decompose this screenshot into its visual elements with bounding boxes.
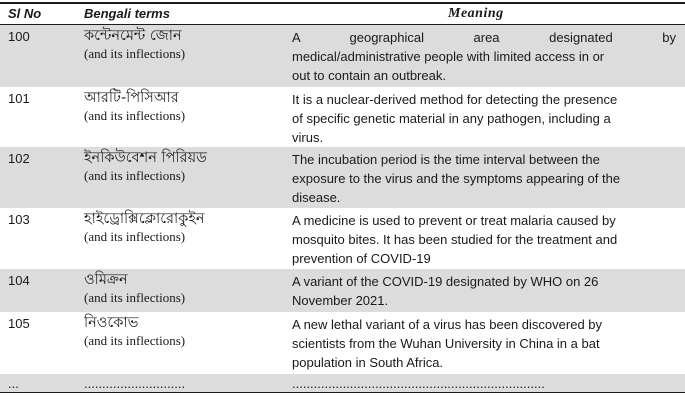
- meaning-line: exposure to the virus and the symptoms appearing of the: [292, 171, 621, 186]
- row-meaning: [292, 272, 676, 310]
- row-term: [84, 271, 284, 306]
- meaning-line: of specific genetic material in any pathogen, including a: [292, 111, 611, 126]
- table-row: [0, 87, 685, 147]
- meaning-line: The incubation period is the time interval between the: [292, 152, 600, 167]
- row-meaning: [292, 28, 676, 85]
- meaning-line: medical/administrative people with limited access in or: [292, 49, 605, 64]
- table-row: [0, 208, 685, 269]
- ellipsis-meaning: ......................................................................: [292, 376, 545, 391]
- row-meaning: [292, 150, 676, 207]
- term-inflection-note: (and its inflections): [84, 168, 186, 183]
- term-inflection-note: (and its inflections): [84, 290, 186, 305]
- term-inflection-note: (and its inflections): [84, 108, 186, 123]
- term-inflection-note: (and its inflections): [84, 46, 186, 61]
- row-term: [84, 314, 284, 349]
- bengali-term: কন্টেনমেন্ট জোন: [84, 28, 182, 44]
- header-bengali-terms: Bengali terms: [84, 6, 170, 21]
- bengali-term: আরটি-পিসিআর: [84, 90, 179, 106]
- meaning-line: A variant of the COVID-19 designated by WHO on 26: [292, 274, 599, 289]
- meaning-line: disease.: [292, 190, 341, 205]
- bengali-term: ইনকিউবেশন পিরিয়ড: [84, 150, 207, 166]
- ellipsis-sl: ...: [8, 376, 19, 391]
- row-meaning: [292, 90, 676, 147]
- meaning-line: It is a nuclear-derived method for detecting the presence: [292, 92, 618, 107]
- header-meaning: Meaning: [448, 6, 504, 21]
- row-term: [84, 89, 284, 124]
- table-top-rule: [0, 2, 685, 4]
- term-inflection-note: (and its inflections): [84, 229, 186, 244]
- table-row-ellipsis: [0, 374, 685, 392]
- row-term: [84, 210, 284, 245]
- term-inflection-note: (and its inflections): [84, 333, 186, 348]
- row-sl-no: 105: [8, 316, 30, 331]
- meaning-line: population in South Africa.: [292, 355, 444, 370]
- row-sl-no: 102: [8, 151, 30, 166]
- row-sl-no: 100: [8, 29, 30, 44]
- header-sl-no: Sl No: [8, 6, 42, 21]
- bengali-term: ওমিক্রন: [84, 272, 128, 288]
- table-row: [0, 25, 685, 87]
- row-sl-no: 103: [8, 212, 30, 227]
- table-row: [0, 269, 685, 312]
- table-row: [0, 147, 685, 208]
- meaning-line: virus.: [292, 130, 324, 145]
- meaning-line: prevention of COVID-19: [292, 251, 431, 266]
- table-bottom-rule: [0, 392, 685, 393]
- meaning-line: A medicine is used to prevent or treat malaria caused by: [292, 213, 616, 228]
- row-meaning: [292, 211, 676, 268]
- meaning-line: mosquito bites. It has been studied for the treatment and: [292, 232, 618, 247]
- row-term: [84, 27, 284, 62]
- row-term: [84, 149, 284, 184]
- meaning-line: out to contain an outbreak.: [292, 68, 446, 83]
- meaning-line: A new lethal variant of a virus has been discovered by: [292, 317, 603, 332]
- meaning-line: November 2021.: [292, 293, 389, 308]
- row-meaning: [292, 315, 676, 372]
- row-sl-no: 101: [8, 91, 30, 106]
- row-sl-no: 104: [8, 273, 30, 288]
- bengali-term: নিওকোভ: [84, 315, 139, 331]
- meaning-line: A geographical area designated by: [292, 30, 676, 45]
- meaning-line: scientists from the Wuhan University in China in a bat: [292, 336, 600, 351]
- ellipsis-term: ............................: [84, 376, 186, 391]
- table-row: [0, 312, 685, 374]
- bengali-term: হাইড্রোক্সিক্লোরোকুইন: [84, 211, 205, 227]
